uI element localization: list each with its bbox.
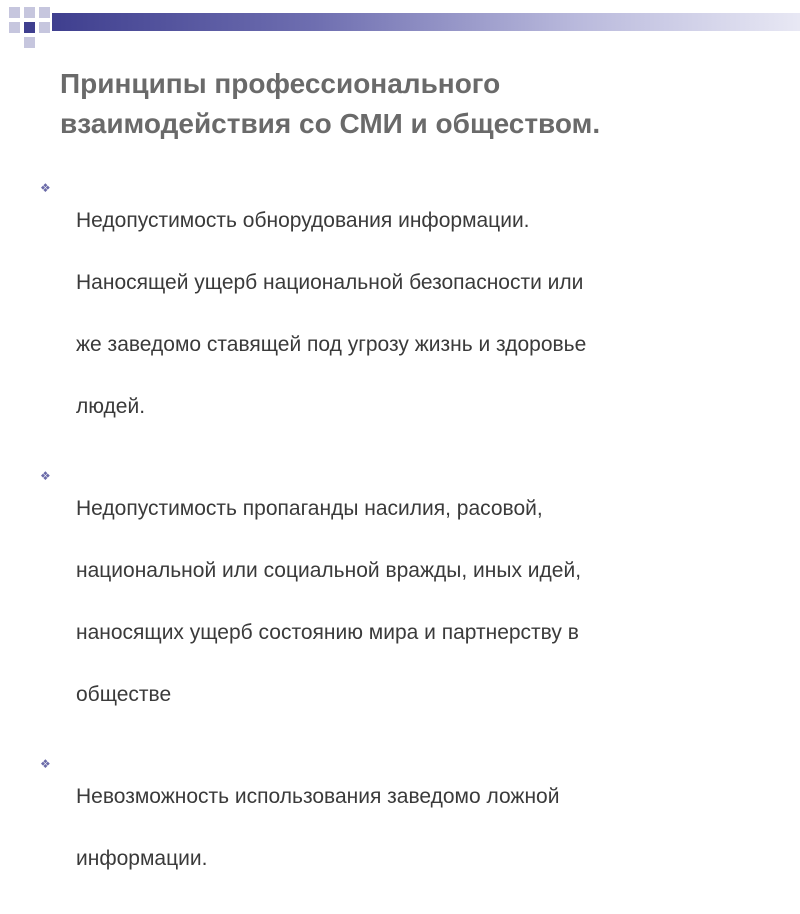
- slide-title: [60, 64, 780, 144]
- bullet-line: Недопустимость пропаганды насилия, расовой,: [76, 497, 543, 520]
- bullet-line: же заведомо ставящей под угрозу жизнь и здоровье: [76, 333, 587, 356]
- decorative-square: [9, 7, 20, 18]
- bullet-line: людей.: [76, 395, 146, 418]
- bullet-list: [40, 174, 760, 914]
- decorative-square: [24, 37, 35, 48]
- bullet-item: [40, 462, 760, 741]
- decorative-square: [39, 22, 50, 33]
- decorative-square: [24, 7, 35, 18]
- slide-title-line: Принципы профессионального: [60, 68, 501, 99]
- diamond-cluster-icon: ❖: [40, 469, 51, 483]
- decorative-square: [9, 22, 20, 33]
- bullet-line: обществе: [76, 683, 172, 706]
- bullet-item: [40, 750, 760, 905]
- bullet-line: национальной или социальной вражды, иных идей,: [76, 559, 582, 582]
- bullet-line: информации.: [76, 847, 208, 870]
- decorative-header-bar: [52, 13, 800, 31]
- bullet-text: [76, 174, 760, 453]
- bullet-line: Наносящей ущерб национальной безопасности или: [76, 271, 584, 294]
- decorative-square: [39, 7, 50, 18]
- bullet-item: [40, 174, 760, 453]
- slide-title-line: взаимодействия со СМИ и обществом.: [60, 108, 601, 139]
- bullet-line: Невозможность использования заведомо ложной: [76, 785, 560, 808]
- diamond-cluster-icon: ❖: [40, 181, 51, 195]
- diamond-cluster-icon: ❖: [40, 757, 51, 771]
- bullet-line: наносящих ущерб состоянию мира и партнерству в: [76, 621, 579, 644]
- bullet-line: Недопустимость обнорудования информации.: [76, 209, 530, 232]
- bullet-text: [76, 462, 760, 741]
- decorative-square-accent: [24, 22, 35, 33]
- bullet-text: [76, 750, 760, 905]
